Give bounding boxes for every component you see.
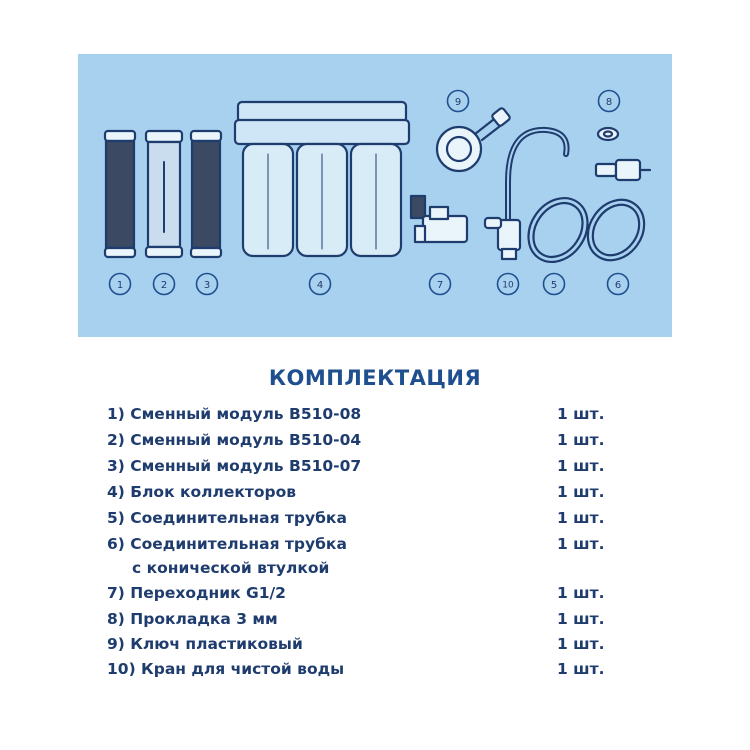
item-label: 6) Соединительная трубка [107, 535, 347, 553]
item-quantity: 1 шт. [557, 660, 605, 678]
list-item [0, 431, 750, 455]
item-quantity: 1 шт. [557, 584, 605, 602]
callout-2-label: 2 [160, 280, 168, 291]
item-label: 10) Кран для чистой воды [107, 660, 345, 678]
list-item [0, 635, 750, 659]
cartridge-2-icon [146, 131, 182, 257]
tube-with-bushing-icon [576, 160, 655, 271]
list-item [0, 457, 750, 481]
item-label: 8) Прокладка 3 мм [107, 610, 278, 628]
faucet-icon [485, 130, 567, 259]
item-quantity: 1 шт. [557, 610, 605, 628]
item-label: 2) Сменный модуль В510-04 [107, 431, 362, 449]
item-label: 9) Ключ пластиковый [107, 635, 303, 653]
wrench-icon [437, 107, 511, 171]
callout-9-label: 9 [454, 97, 462, 108]
item-label: 3) Сменный модуль В510-07 [107, 457, 362, 475]
collector-block-icon [235, 102, 409, 256]
callout-10 [498, 274, 519, 295]
callout-3-label: 3 [203, 280, 211, 291]
components-illustration [78, 54, 672, 337]
item-label: 7) Переходник G1/2 [107, 584, 286, 602]
callout-1-label: 1 [116, 280, 124, 291]
callout-3 [197, 274, 218, 295]
item-label: 4) Блок коллекторов [107, 483, 297, 501]
item-quantity: 1 шт. [557, 457, 605, 475]
gasket-icon [598, 128, 618, 140]
list-item [0, 610, 750, 634]
callout-4-label: 4 [316, 280, 324, 291]
package-contents-title: КОМПЛЕКТАЦИЯ [268, 366, 482, 390]
callout-4 [310, 274, 331, 295]
callout-1 [110, 274, 131, 295]
tube-coil-icon [516, 187, 599, 274]
cartridge-3-icon [191, 131, 221, 257]
item-quantity: 1 шт. [557, 483, 605, 501]
callout-6-label: 6 [614, 280, 622, 291]
callout-8 [599, 91, 620, 112]
list-item [0, 405, 750, 429]
item-quantity: 1 шт. [557, 535, 605, 553]
callout-7 [430, 274, 451, 295]
list-item [0, 584, 750, 608]
callout-5 [544, 274, 565, 295]
list-item [0, 535, 750, 577]
list-item [0, 483, 750, 507]
callout-5-label: 5 [550, 280, 558, 291]
cartridge-1-icon [105, 131, 135, 257]
callout-6 [608, 274, 629, 295]
item-quantity: 1 шт. [557, 431, 605, 449]
callout-9 [448, 91, 469, 112]
adapter-icon [411, 196, 467, 242]
callout-10-label: 10 [502, 280, 514, 291]
callout-7-label: 7 [436, 280, 444, 291]
callout-2 [154, 274, 175, 295]
item-label-continued: с конической втулкой [132, 559, 330, 577]
item-quantity: 1 шт. [557, 509, 605, 527]
list-item [0, 509, 750, 533]
list-item [0, 660, 750, 684]
components-drawing [78, 54, 672, 337]
item-quantity: 1 шт. [557, 405, 605, 423]
item-label: 5) Соединительная трубка [107, 509, 347, 527]
item-label: 1) Сменный модуль В510-08 [107, 405, 362, 423]
callout-8-label: 8 [605, 97, 613, 108]
item-quantity: 1 шт. [557, 635, 605, 653]
